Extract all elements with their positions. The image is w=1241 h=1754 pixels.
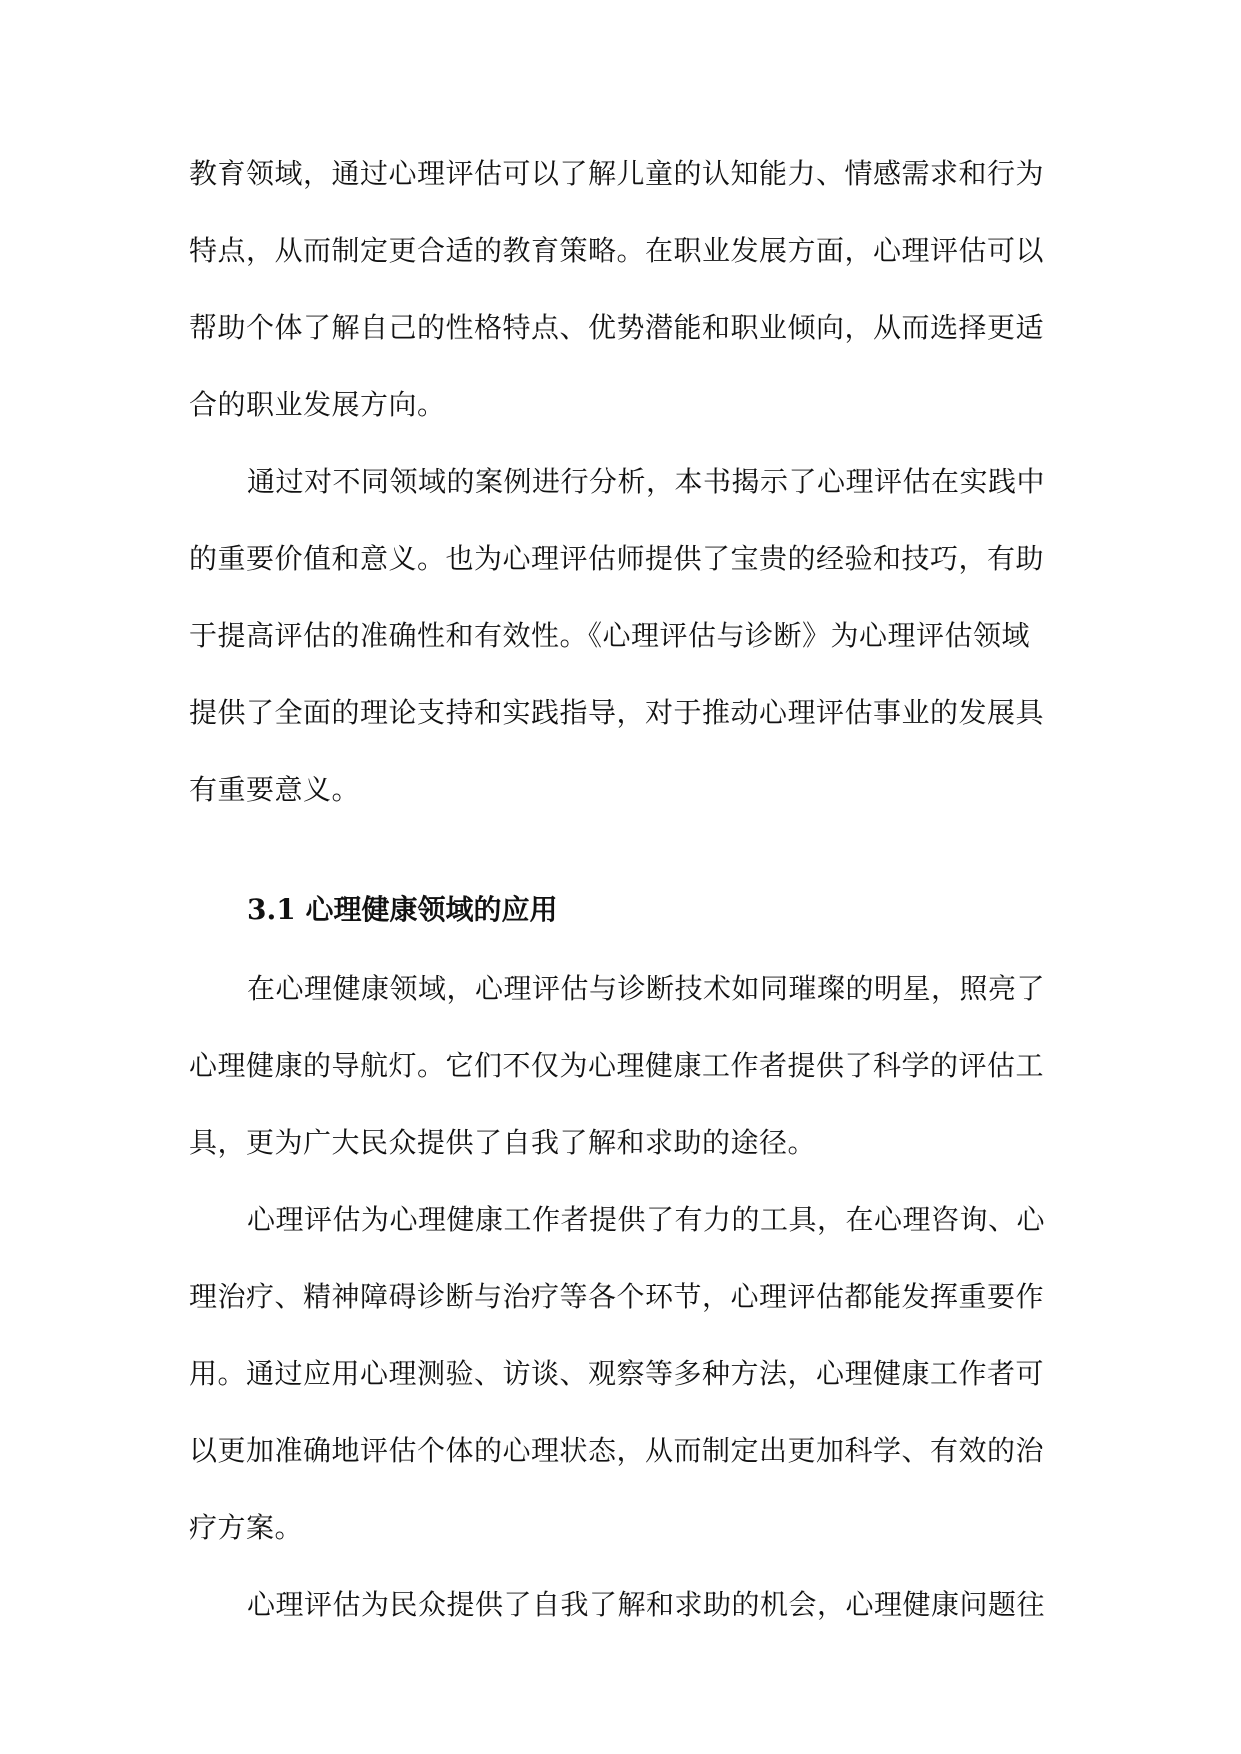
text-line: 教育领域，通过心理评估可以了解儿童的认知能力、情感需求和行为: [189, 157, 1045, 190]
paragraph-education-career: [189, 135, 1055, 443]
text-line: 提供了全面的理论支持和实践指导，对于推动心理评估事业的发展具: [189, 696, 1045, 729]
document-page: [189, 135, 1055, 1735]
paragraph-mental-health-intro: [189, 950, 1055, 1181]
text-line: 帮助个体了解自己的性格特点、优势潜能和职业倾向，从而选择更适: [189, 311, 1045, 344]
text-line: 特点，从而制定更合适的教育策略。在职业发展方面，心理评估可以: [189, 234, 1045, 267]
text-line: 心理评估为民众提供了自我了解和求助的机会，心理健康问题往: [247, 1588, 1046, 1621]
paragraph-case-analysis: [189, 443, 1055, 828]
section-spacer: [189, 828, 1055, 870]
text-line: 合的职业发展方向。: [189, 388, 446, 421]
paragraph-tools-for-workers: [189, 1181, 1055, 1566]
section-heading: 3.1 心理健康领域的应用: [247, 893, 558, 926]
text-line: 于提高评估的准确性和有效性。《心理评估与诊断》为心理评估领域: [189, 619, 1031, 652]
text-line: 通过对不同领域的案例进行分析，本书揭示了心理评估在实践中: [247, 465, 1046, 498]
text-line: 理治疗、精神障碍诊断与治疗等各个环节，心理评估都能发挥重要作: [189, 1280, 1045, 1313]
text-line: 疗方案。: [189, 1511, 304, 1544]
text-line: 有重要意义。: [189, 773, 361, 806]
text-line: 心理评估为心理健康工作者提供了有力的工具，在心理咨询、心: [247, 1203, 1046, 1236]
text-line: 在心理健康领域，心理评估与诊断技术如同璀璨的明星，照亮了: [247, 972, 1046, 1005]
text-line: 用。通过应用心理测验、访谈、观察等多种方法，心理健康工作者可: [189, 1357, 1045, 1390]
paragraph-public-self-understanding: [189, 1566, 1055, 1643]
text-line: 心理健康的导航灯。它们不仅为心理健康工作者提供了科学的评估工: [189, 1049, 1045, 1082]
text-line: 的重要价值和意义。也为心理评估师提供了宝贵的经验和技巧，有助: [189, 542, 1045, 575]
text-line: 具，更为广大民众提供了自我了解和求助的途径。: [189, 1126, 817, 1159]
text-line: 以更加准确地评估个体的心理状态，从而制定出更加科学、有效的治: [189, 1434, 1045, 1467]
